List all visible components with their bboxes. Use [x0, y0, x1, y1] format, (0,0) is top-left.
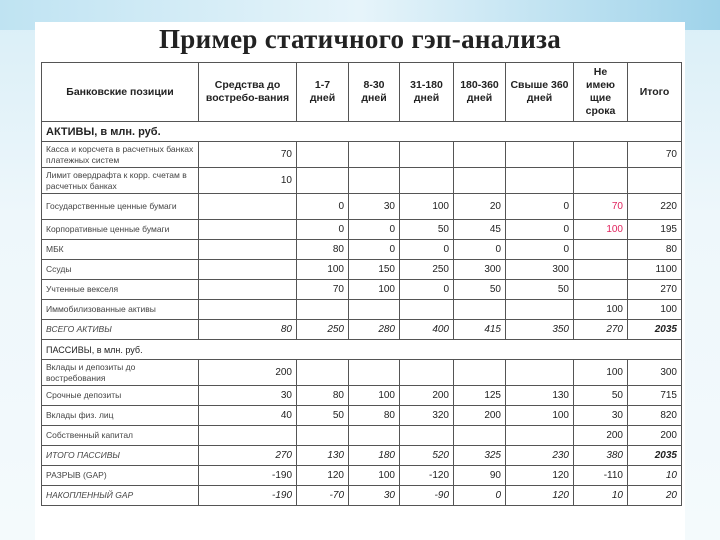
table-row: [42, 220, 682, 240]
table-cell: 415: [454, 320, 506, 340]
table-cell: 100: [628, 300, 682, 320]
column-header: 8-30 дней: [349, 63, 400, 122]
table-cell: 2035: [628, 320, 682, 340]
table-cell: 70: [297, 280, 349, 300]
table-cell: [506, 300, 574, 320]
table-cell: [574, 168, 628, 194]
table-cell: 20: [628, 486, 682, 506]
table-cell: [400, 300, 454, 320]
row-label: Корпоративные ценные бумаги: [42, 220, 199, 240]
row-label: Вклады и депозиты до востребования: [42, 360, 199, 386]
table-row: [42, 426, 682, 446]
table-cell: 30: [199, 386, 297, 406]
table-cell: 200: [400, 386, 454, 406]
table-cell: [349, 300, 400, 320]
table-cell: [628, 168, 682, 194]
table-cell: 220: [628, 194, 682, 220]
table-cell: [199, 194, 297, 220]
table-cell: 10: [199, 168, 297, 194]
table-cell: 0: [297, 194, 349, 220]
table-cell: 20: [454, 194, 506, 220]
table-cell: 130: [506, 386, 574, 406]
table-cell: 270: [574, 320, 628, 340]
table-cell: 250: [400, 260, 454, 280]
table-cell: 40: [199, 406, 297, 426]
table-row: [42, 466, 682, 486]
row-label: НАКОПЛЕННЫЙ GAP: [42, 486, 199, 506]
table-cell: 30: [349, 194, 400, 220]
table-cell: 0: [349, 220, 400, 240]
table-cell: -90: [400, 486, 454, 506]
table-row: [42, 280, 682, 300]
row-label: Касса и корсчета в расчетных банках платежных систем: [42, 142, 199, 168]
row-label: ВСЕГО АКТИВЫ: [42, 320, 199, 340]
table-cell: 50: [454, 280, 506, 300]
table-cell: [454, 426, 506, 446]
table-cell: [574, 142, 628, 168]
table-cell: [400, 142, 454, 168]
table-row: [42, 260, 682, 280]
table-row: [42, 300, 682, 320]
table-cell: [454, 300, 506, 320]
row-label: Срочные депозиты: [42, 386, 199, 406]
table-cell: 80: [349, 406, 400, 426]
table-cell: [349, 360, 400, 386]
table-row: [42, 168, 682, 194]
table-cell: -120: [400, 466, 454, 486]
table-cell: 80: [199, 320, 297, 340]
table-cell: [349, 168, 400, 194]
table-cell: 400: [400, 320, 454, 340]
table-cell: [454, 142, 506, 168]
row-label: РАЗРЫВ (GAP): [42, 466, 199, 486]
table-cell: 80: [297, 386, 349, 406]
table-cell: 125: [454, 386, 506, 406]
table-cell: 10: [628, 466, 682, 486]
table-cell: [400, 168, 454, 194]
row-label: Учтенные векселя: [42, 280, 199, 300]
table-cell: [199, 240, 297, 260]
row-label: Государственные ценные бумаги: [42, 194, 199, 220]
table-cell: 180: [349, 446, 400, 466]
total-row: [42, 320, 682, 340]
table-cell: 100: [574, 360, 628, 386]
table-cell: [199, 260, 297, 280]
table-row: [42, 406, 682, 426]
table-cell: 520: [400, 446, 454, 466]
column-header: Не имею щие срока: [574, 63, 628, 122]
table-row: [42, 240, 682, 260]
gap-analysis-table: [41, 62, 682, 506]
table-cell: [349, 142, 400, 168]
section-row: [42, 340, 682, 360]
table-cell: 10: [574, 486, 628, 506]
table-cell: 0: [400, 280, 454, 300]
section-row: [42, 122, 682, 142]
table-row: [42, 142, 682, 168]
table-cell: [506, 142, 574, 168]
column-header: Итого: [628, 63, 682, 122]
table-cell: 100: [574, 300, 628, 320]
row-label: Иммобилизованные активы: [42, 300, 199, 320]
header-row: [42, 63, 682, 122]
table-cell: 320: [400, 406, 454, 426]
table-cell: 90: [454, 466, 506, 486]
section-label: ПАССИВЫ, в млн. руб.: [42, 340, 682, 360]
table-cell: 100: [400, 194, 454, 220]
column-header: 180-360 дней: [454, 63, 506, 122]
table-cell: 0: [454, 486, 506, 506]
table-cell: 0: [506, 240, 574, 260]
table-cell: 100: [506, 406, 574, 426]
row-label: Собственный капитал: [42, 426, 199, 446]
row-label: МБК: [42, 240, 199, 260]
table-cell: [297, 142, 349, 168]
table-cell: 280: [349, 320, 400, 340]
table-cell: 50: [400, 220, 454, 240]
table-cell: 150: [349, 260, 400, 280]
row-label: Лимит овердрафта к корр. счетам в расчетных банках: [42, 168, 199, 194]
table-cell: -110: [574, 466, 628, 486]
table-cell: [400, 426, 454, 446]
table-cell: 50: [297, 406, 349, 426]
table-cell: 100: [349, 466, 400, 486]
table-cell: 230: [506, 446, 574, 466]
table-cell: 30: [349, 486, 400, 506]
table-cell: 270: [628, 280, 682, 300]
row-label: Ссуды: [42, 260, 199, 280]
table-cell: 100: [349, 386, 400, 406]
table-cell: 200: [628, 426, 682, 446]
table-row: [42, 194, 682, 220]
table-cell: -190: [199, 466, 297, 486]
table-cell: 120: [506, 466, 574, 486]
table-cell: 200: [454, 406, 506, 426]
table-cell: [349, 426, 400, 446]
table-cell: 300: [454, 260, 506, 280]
table-cell: [199, 300, 297, 320]
table-cell: 1100: [628, 260, 682, 280]
table-cell: 0: [297, 220, 349, 240]
table-cell: 200: [574, 426, 628, 446]
table-cell: 100: [349, 280, 400, 300]
table-cell: 195: [628, 220, 682, 240]
column-header: 1-7 дней: [297, 63, 349, 122]
table-cell: 120: [297, 466, 349, 486]
table-cell: [297, 426, 349, 446]
table-cell: 270: [199, 446, 297, 466]
table-cell: 50: [506, 280, 574, 300]
table-cell: 100: [574, 220, 628, 240]
table-cell: [199, 280, 297, 300]
table-cell: 30: [574, 406, 628, 426]
table-cell: [454, 168, 506, 194]
table-cell: 715: [628, 386, 682, 406]
table-cell: [199, 220, 297, 240]
table-cell: [297, 168, 349, 194]
column-header: Средства до востребо-вания: [199, 63, 297, 122]
table-cell: 300: [506, 260, 574, 280]
table-cell: 0: [349, 240, 400, 260]
table-cell: [199, 426, 297, 446]
table-cell: [297, 300, 349, 320]
table-cell: 130: [297, 446, 349, 466]
table-cell: -190: [199, 486, 297, 506]
table-row: [42, 386, 682, 406]
table-cell: 120: [506, 486, 574, 506]
table-cell: 350: [506, 320, 574, 340]
slide-title: Пример статичного гэп-анализа: [158, 24, 562, 54]
table-cell: 325: [454, 446, 506, 466]
table-cell: 0: [454, 240, 506, 260]
column-header: 31-180 дней: [400, 63, 454, 122]
table-cell: [506, 426, 574, 446]
table-cell: 100: [297, 260, 349, 280]
total-row: [42, 486, 682, 506]
table-cell: [506, 360, 574, 386]
table-cell: 2035: [628, 446, 682, 466]
table-cell: 820: [628, 406, 682, 426]
table-row: [42, 360, 682, 386]
table-cell: [454, 360, 506, 386]
column-header: Банковские позиции: [42, 63, 199, 122]
table-cell: 0: [506, 220, 574, 240]
row-label: Вклады физ. лиц: [42, 406, 199, 426]
total-row: [42, 446, 682, 466]
table-cell: [297, 360, 349, 386]
section-label: АКТИВЫ, в млн. руб.: [42, 122, 682, 142]
table-cell: [574, 260, 628, 280]
table-cell: 70: [574, 194, 628, 220]
table-cell: 70: [628, 142, 682, 168]
table-cell: 380: [574, 446, 628, 466]
row-label: ИТОГО ПАССИВЫ: [42, 446, 199, 466]
table-cell: 0: [506, 194, 574, 220]
table-cell: 50: [574, 386, 628, 406]
table-cell: 0: [400, 240, 454, 260]
table-cell: 45: [454, 220, 506, 240]
column-header: Свыше 360 дней: [506, 63, 574, 122]
table-cell: [400, 360, 454, 386]
table-cell: 80: [297, 240, 349, 260]
table-cell: 70: [199, 142, 297, 168]
table-cell: 300: [628, 360, 682, 386]
table-cell: 200: [199, 360, 297, 386]
table-cell: [574, 240, 628, 260]
table-cell: 80: [628, 240, 682, 260]
table-cell: -70: [297, 486, 349, 506]
table-cell: [574, 280, 628, 300]
table-cell: 250: [297, 320, 349, 340]
table-cell: [506, 168, 574, 194]
